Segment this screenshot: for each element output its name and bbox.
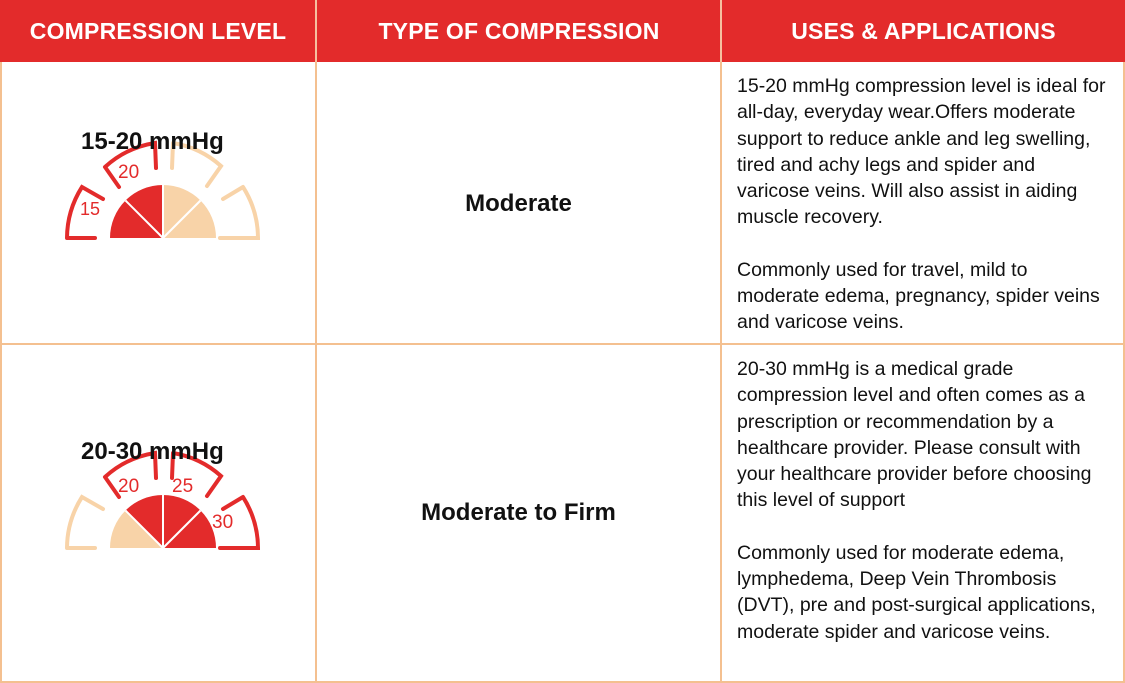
- header-uses-applications: USES & APPLICATIONS: [791, 17, 1056, 44]
- gauge-label: 25: [172, 476, 194, 497]
- table-header: [0, 0, 1125, 62]
- common-uses: Commonly used for travel, mild to moderate edema, pregnancy, spider veins and varicose veins.: [737, 258, 1100, 334]
- uses-text: [737, 73, 1112, 336]
- uses-description: 20-30 mmHg is a medical grade compression level and often comes as a prescription or recommendation by a healthcare provider. Please consult with your healthcare provider before choosing this level of support: [737, 358, 1092, 512]
- uses-description: 15-20 mmHg compression level is ideal for all-day, everyday wear.Offers moderate support to reduce ankle and leg swelling, tired and achy legs and spider and varicose veins. Will also assist in aiding muscle recovery.: [737, 75, 1106, 229]
- compression-type: Moderate: [465, 189, 572, 217]
- grid-line: [720, 62, 722, 683]
- compression-type: Moderate to Firm: [421, 499, 616, 526]
- compression-level-label: 15-20 mmHg: [81, 128, 224, 155]
- gauge-label: 20: [118, 476, 140, 497]
- header-compression-level: COMPRESSION LEVEL: [29, 17, 287, 44]
- gauge-label: 15: [80, 199, 101, 219]
- uses-text: [737, 356, 1112, 645]
- header-type-of-compression: TYPE OF COMPRESSION: [378, 17, 660, 44]
- gauge-label: 20: [118, 162, 140, 183]
- compression-level-label: 20-30 mmHg: [81, 438, 224, 465]
- gauge-label: 30: [212, 512, 234, 533]
- common-uses: Commonly used for moderate edema, lymphedema, Deep Vein Thrombosis (DVT), pre and post-surgical applications, moderate spider and varicose veins.: [737, 541, 1096, 643]
- grid-line: [0, 62, 2, 683]
